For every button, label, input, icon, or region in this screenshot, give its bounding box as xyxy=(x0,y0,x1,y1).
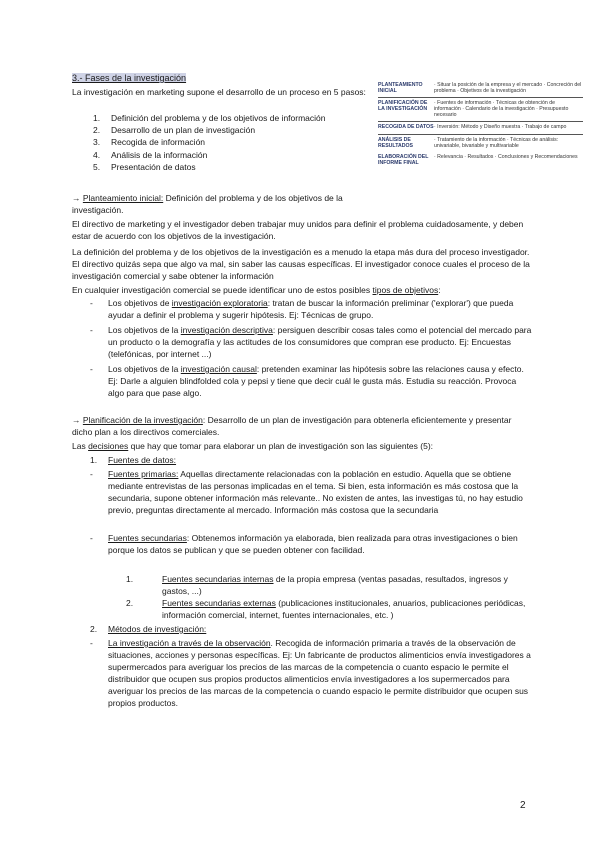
list-item: - Fuentes secundarias: Obtenemos información ya elaborada, bien realizada para otras investigaciones o bien porque los datos se publican y que se pueden obtener con facilidad. xyxy=(90,533,518,555)
table-row: ELABORACIÓN DEL INFORME FINAL · Relevancia · Resultados · Conclusiones y Recomendaciones xyxy=(378,153,578,166)
table-row: RECOGIDA DE DATOS · Inversión: Método y Diseño muestra · Trabajo de campo xyxy=(378,122,583,134)
list-item: 2. Fuentes secundarias externas (publicaciones institucionales, anuarios, publicaciones periódicas, información comercial, internet, fuentes internacionales, etc. ) xyxy=(126,598,526,620)
page-number: 2 xyxy=(520,800,526,811)
s2-decisions: Las decisiones que hay que tomar para elaborar un plan de investigación son las siguientes (5): xyxy=(72,441,434,451)
s1-title: → Planteamiento inicial: Definición del problema y de los objetivos de la investigación. xyxy=(72,193,343,215)
subheading: 2. Métodos de investigación: xyxy=(90,624,207,634)
list-item: 1. Fuentes secundarias internas de la propia empresa (ventas pasadas, resultados, ingresos y gastos, ...) xyxy=(126,574,508,596)
steps-list xyxy=(93,112,326,173)
s2-title: → Planificación de la investigación: Desarrollo de un plan de investigación para obtenerla eficientemente y presentar dicho plan a los directivos comerciales. xyxy=(72,415,512,437)
s1-paragraph-1: El directivo de marketing y el investigador deben trabajar muy unidos para definir el problema cuidadosamente, y deben estar de acuerdo con los objetivos de la investigación. xyxy=(72,219,524,241)
list-item: - Fuentes primarias: Aquellas directamente relacionadas con la población en estudio. Aquella que se obtiene mediante entrevistas de las personas implicadas en el tema. Si bien, esta información es más costosa que la secundaria, supone obtener información más relevante.. No existen de antes, las investigas tú, no hay estudio previo, preguntas directamente al mercado. Información más costosa que la secundaria xyxy=(90,469,523,515)
section-heading: 3.- Fases de la investigación xyxy=(72,73,187,83)
list-item: 4. Análisis de la información xyxy=(93,149,208,160)
list-item: 3. Recogida de información xyxy=(93,137,206,148)
list-item: - Los objetivos de investigación exploratoria: tratan de buscar la información preliminar ('explorar') que pueda ayudar a definir el problema y sugerir hipótesis. Ej: Técnicas de grupo. xyxy=(90,298,514,320)
objectives-list xyxy=(72,297,532,399)
intro-paragraph: La investigación en marketing supone el desarrollo de un proceso en 5 pasos: xyxy=(72,87,366,97)
phases-table xyxy=(378,80,583,169)
list-item: 5. Presentación de datos xyxy=(93,161,196,172)
list-item: - Los objetivos de la investigación descriptiva: persiguen describir cosas tales como el potencial del mercado para un producto o la demografía y las actitudes de los consumidores que compran ese producto. Ej: Encuestas (telefónicas, por internet ...) xyxy=(90,325,532,359)
s1-paragraph-3: En cualquier investigación comercial se puede identificar uno de estos posibles tipos de objetivos: xyxy=(72,285,441,295)
table-row: PLANTEAMIENTO INICIAL · Situar la posición de la empresa y el mercado · Concreción del problema · Objetivos de la investigación xyxy=(378,80,583,98)
subheading: 1. Fuentes de datos: xyxy=(90,455,177,465)
s2-body xyxy=(72,454,532,709)
list-item: 1. Definición del problema y de los objetivos de información xyxy=(93,113,326,123)
list-item: - La investigación a través de la observación. Recogida de información primaria a través de la observación de situaciones, acciones y personas específicas. Ej: Un fabricante de productos alimenticios envía investigadores a supermercados para averiguar los precios de las marcas de la competencia o cuanto espacio le permite el distribuidor que ocupen sus propios productos alimenticios envía investigadores a los supermercados para averiguar los precios de las marcas de la competencia o cuando espacio le permite distribuidor que ocupen sus propios productos. xyxy=(90,638,531,708)
table-row: ANÁLISIS DE RESULTADOS · Tratamiento de la información · Técnicas de análisis: univariable, bivariable y multivariable xyxy=(378,136,559,149)
list-item: - Los objetivos de la investigación causal: pretenden examinar las hipótesis sobre las relaciones causa y efecto. Ej: Darle a alguien blindfolded cola y pepsi y tiene que decir cuál le gusta más. Estudia su reacción. Provoca algo para que pase algo. xyxy=(90,364,524,398)
s1-paragraph-2: La definición del problema y de los objetivos de la investigación es a menudo la etapa más dura del proceso investigador. El directivo quizás sepa que algo va mal, sin saber las causas específicas. El investigador conoce cuales el proceso de la investigación comercial y sabe obtener la información xyxy=(72,247,530,281)
list-item: 2. Desarrollo de un plan de investigación xyxy=(93,125,256,136)
table-row: PLANIFICACIÓN DE LA INVESTIGACIÓN · Fuentes de información · Técnicas de obtención de información · Calendario de la investigación · Presupuesto necesario xyxy=(378,98,583,122)
